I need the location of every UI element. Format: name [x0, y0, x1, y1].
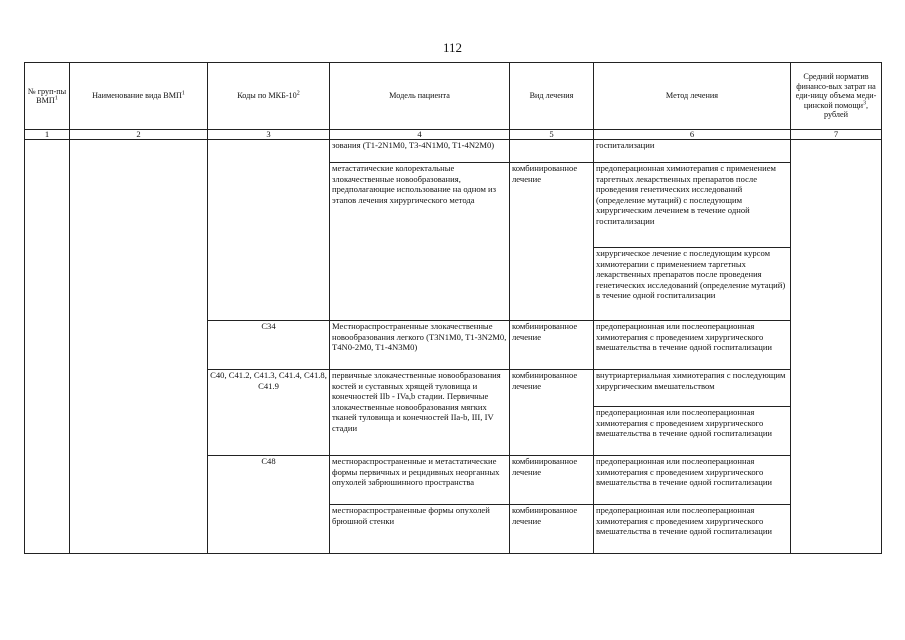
header-group: № груп-пы ВМП$^1$ [25, 63, 70, 130]
column-number: 1 [25, 130, 70, 140]
method-cell: предоперационная или послеоперационная химиотерапия с проведением хирургического вмешательства в течение одной госпитализации [594, 456, 791, 505]
model-cell: местнораспространенные формы опухолей брюшной стенки [330, 505, 510, 554]
codes-cell: C48 [208, 456, 330, 554]
column-number: 6 [594, 130, 791, 140]
treatment-cell [510, 140, 594, 163]
table-header-row [25, 63, 882, 130]
method-cell: предоперационная или послеоперационная химиотерапия с проведением хирургического вмешательства в течение одной госпитализации [594, 505, 791, 554]
treatment-cell: комбинированное лечение [510, 321, 594, 370]
treatment-cell: комбинированное лечение [510, 456, 594, 505]
column-number: 2 [70, 130, 208, 140]
codes-cell: C34 [208, 321, 330, 370]
header-model: Модель пациента [330, 63, 510, 130]
method-cell: предоперационная или послеоперационная химиотерапия с проведением хирургического вмешательства в течение одной госпитализации [594, 321, 791, 370]
group-cell [25, 140, 70, 554]
header-cost: Средний норматив финансо-вых затрат на еди-ницу объема меди-цинской помощи$^3$, рублей [791, 63, 882, 130]
treatment-cell: комбинированное лечение [510, 370, 594, 456]
treatment-cell: комбинированное лечение [510, 163, 594, 321]
model-cell: Местнораспространенные злокачественные новообразования легкого (T3N1M0, T1-3N2M0, T4N0-2M0, T1-4N3M0) [330, 321, 510, 370]
model-cell: первичные злокачественные новообразования костей и суставных хрящей туловища и конечностей IIb - IVa,b стадии. Первичные злокачественные новообразования мягких тканей туловища и конечностей IIa-b, III, IV стадии [330, 370, 510, 456]
cost-cell [791, 140, 882, 554]
method-cell: хирургическое лечение с последующим курсом химиотерапии с применением таргетных лекарственных препаратов после проведения генетических исследований (определение мутаций) в течение одной госпитализации [594, 248, 791, 321]
column-number: 7 [791, 130, 882, 140]
medical-care-table [24, 62, 882, 554]
page-number: 112 [442, 40, 463, 55]
codes-cell [208, 140, 330, 321]
column-number: 4 [330, 130, 510, 140]
header-codes: Коды по МКБ-$10^2$ [208, 63, 330, 130]
table-row [25, 140, 882, 163]
column-number-row [25, 130, 882, 140]
method-cell: предоперационная или послеоперационная химиотерапия с проведением хирургического вмешательства в течение одной госпитализации [594, 407, 791, 456]
column-number: 5 [510, 130, 594, 140]
header-treatment: Вид лечения [510, 63, 594, 130]
model-cell: местнораспространенные и метастатические формы первичных и рецидивных неорганных опухолей забрюшинного пространства [330, 456, 510, 505]
codes-cell: C40, C41.2, C41.3, C41.4, C41.8, C41.9 [208, 370, 330, 456]
treatment-cell: комбинированное лечение [510, 505, 594, 554]
method-cell: предоперационная химиотерапия с применением таргетных лекарственных препаратов после проведения генетических исследований (определение мутаций) с последующим хирургическим лечением в течение одной госпитализации [594, 163, 791, 248]
name-cell [70, 140, 208, 554]
column-number: 3 [208, 130, 330, 140]
model-cell: метастатические колоректальные злокачественные новообразования, предполагающие использование на одном из этапов лечения хирургического метода [330, 163, 510, 321]
header-method: Метод лечения [594, 63, 791, 130]
header-name: Наименование вида ВМП$^1$ [70, 63, 208, 130]
model-cell: зования (T1-2N1M0, T3-4N1M0, T1-4N2M0) [330, 140, 510, 163]
method-cell: госпитализации [594, 140, 791, 163]
method-cell: внутриартериальная химиотерапия с последующим хирургическим вмешательством [594, 370, 791, 407]
